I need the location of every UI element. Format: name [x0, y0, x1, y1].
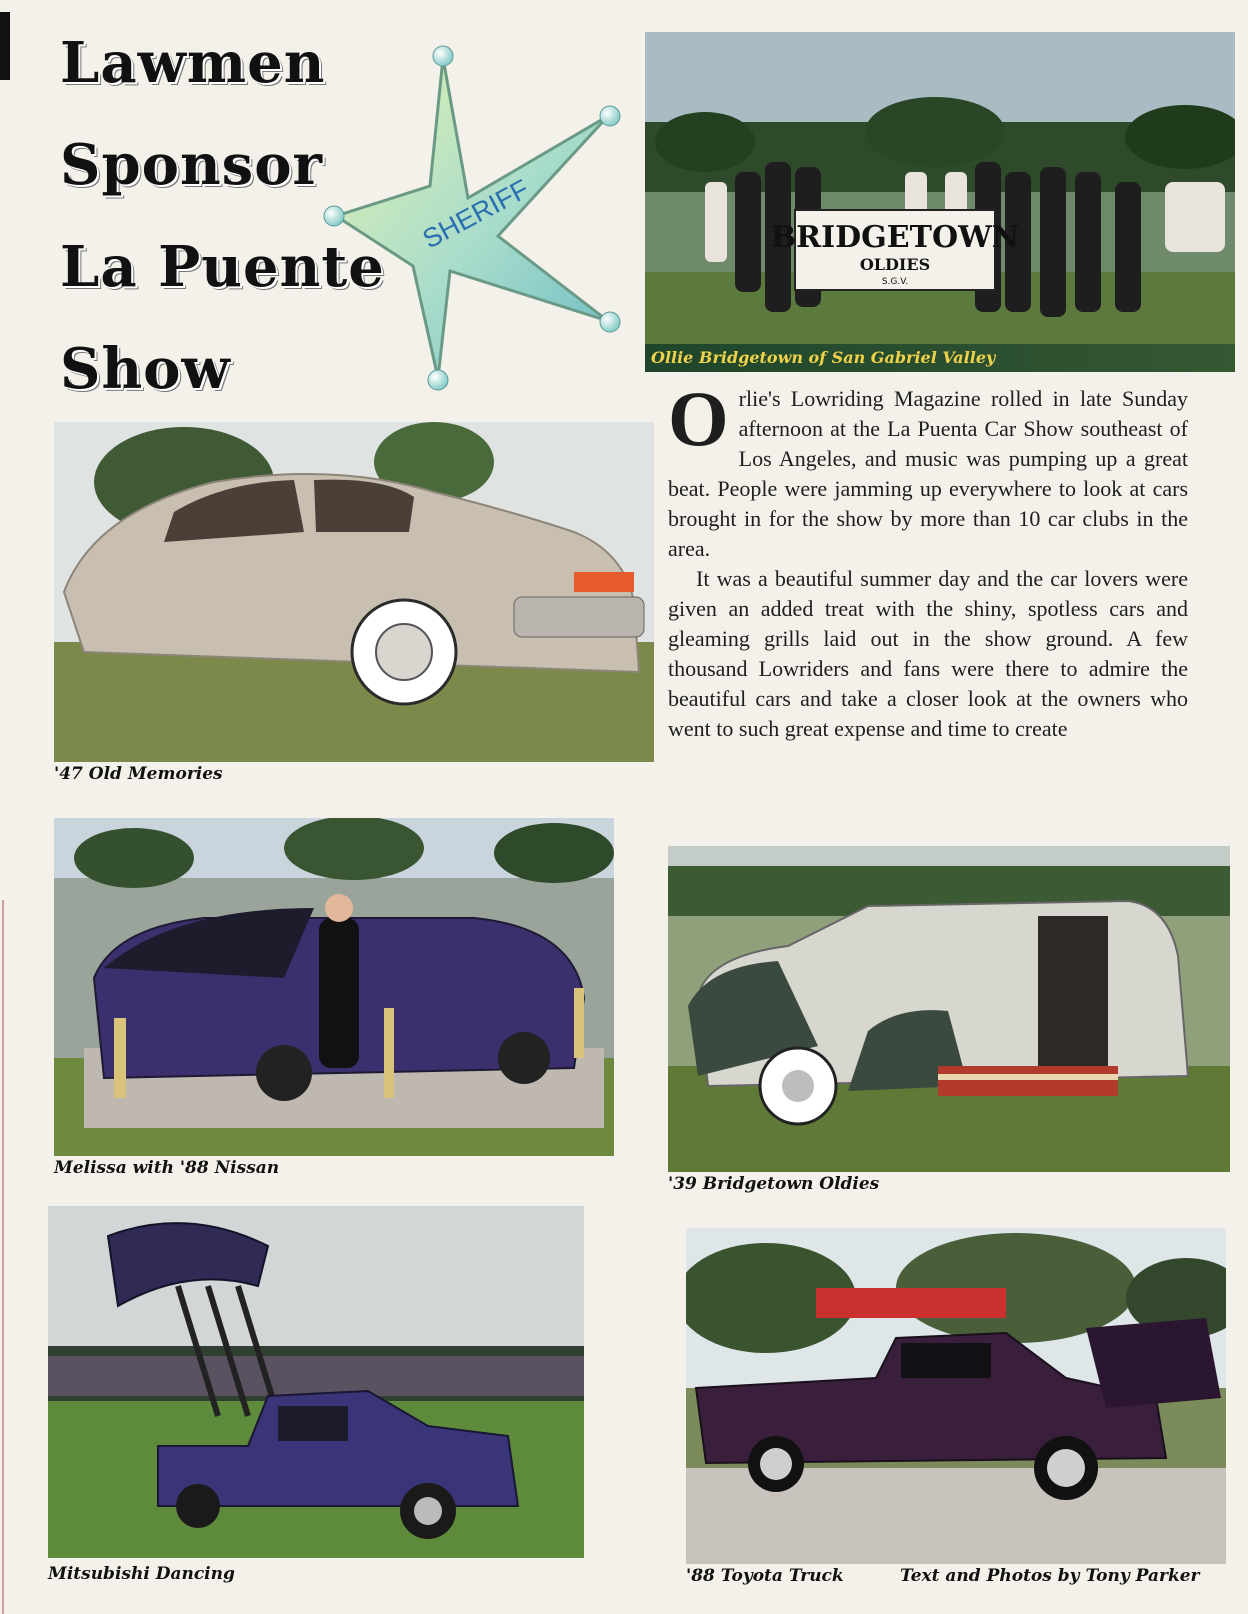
chevy-47-photo: [54, 422, 654, 762]
article-paragraph-2: It was a beautiful summer day and the car lovers were given an added treat with the shiny, spotless cars and gleaming grills laid out in the show ground. A few thousand Lowriders and fans were there to admire the beautiful cars and take a closer look at the owners who went to such great expense and time to create: [668, 566, 1188, 741]
club-photo-caption-bar: [645, 344, 1235, 372]
mitsubishi-photo: [48, 1206, 584, 1558]
chevy-47-caption: '47 Old Memories: [54, 764, 223, 784]
sheriff-star-icon: [318, 36, 638, 396]
nissan-88-photo: [54, 818, 614, 1156]
headline-line-4: Show: [60, 336, 231, 402]
article-paragraph-1: [668, 375, 1188, 564]
club-banner-sub: OLDIES: [859, 255, 931, 274]
badge-text: SHERIFF: [417, 173, 534, 255]
photo-credit: Text and Photos by Tony Parker: [900, 1566, 1200, 1586]
headline-line-2: Sponsor: [60, 132, 324, 198]
page-edge-line: [2, 900, 4, 1614]
article-dropcap: O: [668, 375, 729, 462]
headline-line-3: La Puente: [60, 234, 385, 300]
mitsubishi-caption: Mitsubishi Dancing: [48, 1564, 235, 1584]
article-paragraph-1-text: rlie's Lowriding Magazine rolled in late Sunday afternoon at the La Puenta Car Show southeast of Los Angeles, and music was pumping up a great beat. People were jamming up everywhere to look at cars brought in for the show by more than 10 car clubs in the area.: [668, 386, 1188, 561]
bridgetown-39-photo: [668, 846, 1230, 1172]
bridgetown-39-caption: '39 Bridgetown Oldies: [668, 1174, 880, 1194]
headline-line-1: Lawmen: [60, 30, 326, 96]
club-banner-main: BRIDGETOWN: [770, 220, 1020, 255]
club-banner-small: S.G.V.: [881, 277, 909, 287]
nissan-88-caption: Melissa with '88 Nissan: [54, 1158, 280, 1178]
toyota-88-photo: [686, 1228, 1226, 1564]
toyota-88-caption: '88 Toyota Truck: [686, 1566, 844, 1586]
article-body: [668, 375, 1188, 744]
club-photo-caption: Ollie Bridgetown of San Gabriel Valley: [651, 348, 996, 367]
page-edge-tab: [0, 12, 10, 80]
club-group-photo: [645, 32, 1235, 372]
